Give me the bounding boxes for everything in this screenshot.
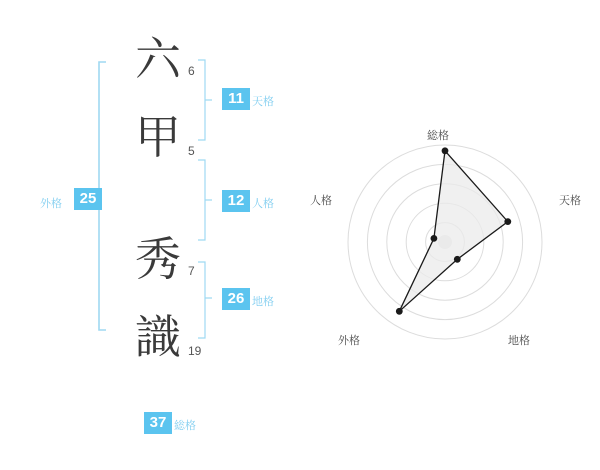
stroke-count-1: 6 (188, 64, 195, 78)
name-character-3: 秀 (135, 232, 181, 286)
radar-axis-label-jinkaku: 人格 (310, 195, 332, 207)
radar-axis-label-gaikaku: 外格 (338, 335, 360, 347)
stroke-count-4: 19 (188, 344, 202, 358)
name-character-2: 甲 (135, 110, 181, 164)
soukaku-value: 37 (144, 412, 172, 434)
radar-axis-label-chikaku: 地格 (508, 335, 530, 347)
jinkaku-value: 12 (222, 190, 250, 212)
gaikaku-label: 外格 (40, 198, 62, 210)
stroke-count-2: 5 (188, 144, 195, 158)
chikaku-value: 26 (222, 288, 250, 310)
soukaku-label: 総格 (174, 420, 196, 432)
stroke-count-3: 7 (188, 264, 195, 278)
radar-labels (300, 110, 600, 380)
name-character-4: 識 (135, 310, 181, 364)
gaikaku-value: 25 (74, 188, 102, 210)
radar-axis-label-tenkaku: 天格 (559, 195, 581, 207)
radar-axis-label-soukaku: 総格 (427, 130, 449, 142)
tenkaku-value: 11 (222, 88, 250, 110)
jinkaku-label: 人格 (252, 198, 274, 210)
chikaku-label: 地格 (252, 296, 274, 308)
tenkaku-label: 天格 (252, 96, 274, 108)
name-character-1: 六 (135, 32, 181, 86)
